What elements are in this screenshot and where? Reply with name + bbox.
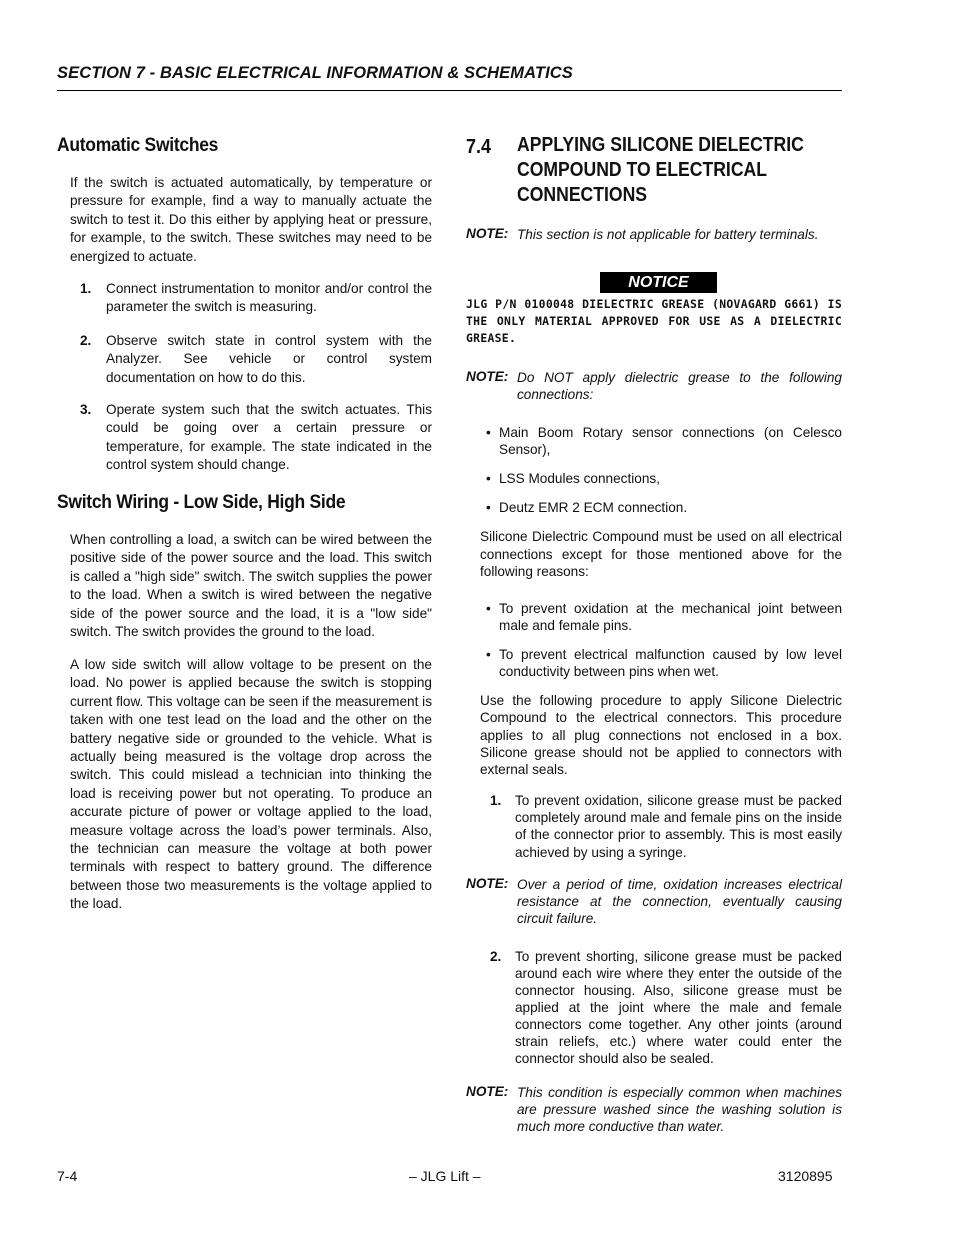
- bullet-icon: •: [486, 471, 491, 486]
- step-1-text: To prevent oxidation, silicone grease must be packed completely around male and female pins on the inside of the connector prior to assembly. This is most easily achieved by using a syringe.: [515, 793, 842, 860]
- notice-banner: NOTICE: [600, 272, 717, 293]
- reasons-intro: Silicone Dielectric Compound must be used on all electrical connections except for those mentioned above for the following reasons:: [480, 529, 842, 579]
- step-text: Connect instrumentation to monitor and/or control the parameter the switch is measuring.: [106, 281, 432, 315]
- section-number: 7.4: [466, 136, 492, 158]
- step-text: Observe switch state in control system with the Analyzer. See vehicle or control system documentation on how to do this.: [106, 333, 432, 385]
- bullet-icon: •: [486, 425, 491, 440]
- notice-text: JLG P/N 0100048 DIELECTRIC GREASE (NOVAGARD G661) IS THE ONLY MATERIAL APPROVED FOR USE AS A DIELECTRIC GREASE.: [466, 297, 842, 345]
- section-header-title: SECTION 7 - BASIC ELECTRICAL INFORMATION & SCHEMATICS: [57, 64, 573, 82]
- switch-wiring-paragraph-1: When controlling a load, a switch can be wired between the positive side of the power source and the load. This switch is called a "high side" switch. The switch supplies the power to the load. When a switch is wired between the negative side of the power source and the load, it is a "low side" switch. The switch provides the ground to the load.: [70, 532, 432, 640]
- switch-wiring-heading: Switch Wiring - Low Side, High Side: [57, 492, 346, 513]
- note-label: NOTE:: [466, 369, 509, 384]
- procedure-intro: Use the following procedure to apply Silicone Dielectric Compound to the electrical connectors. This procedure applies to all plug connections not enclosed in a box. Silicone grease should not be applied to connectors with external seals.: [480, 693, 842, 778]
- step-number: 1.: [80, 281, 92, 296]
- step-number: 2.: [490, 949, 502, 964]
- exclusion-item: Main Boom Rotary sensor connections (on Celesco Sensor),: [499, 425, 842, 457]
- note-oxidation: Over a period of time, oxidation increases electrical resistance at the connection, eventually causing circuit failure.: [517, 877, 842, 926]
- reason-item: To prevent oxidation at the mechanical joint between male and female pins.: [499, 601, 842, 633]
- footer-brand: – JLG Lift –: [409, 1168, 481, 1184]
- exclusion-item: Deutz EMR 2 ECM connection.: [499, 500, 688, 515]
- step-number: 1.: [490, 793, 502, 808]
- bullet-icon: •: [486, 500, 491, 515]
- switch-wiring-paragraph-2: A low side switch will allow voltage to be present on the load. No power is applied because the switch is stopping current flow. This voltage can be seen if the measurement is taken with one test lead on the load and the other on the battery negative side or grounded to the vehicle. What is actually being measured is the voltage drop across the switch. This could mislead a technician into thinking the load is receiving power but not operating. To produce an accurate picture of power or voltage applied to the load, measure voltage across the load’s power terminals. Also, the technician can measure the voltage at both power terminals with respect to battery ground. The difference between those two measurements is the voltage applied to the load.: [70, 657, 432, 912]
- reason-item: To prevent electrical malfunction caused by low level conductivity between pins when wet.: [499, 647, 842, 679]
- bullet-icon: •: [486, 647, 491, 662]
- document-number: 3120895: [778, 1168, 833, 1184]
- automatic-switches-paragraph: If the switch is actuated automatically, by temperature or pressure for example, find a way to manually actuate the switch to test it. Do this either by applying heat or pressure, for example, to the switch. These switches may need to be energized to actuate.: [70, 175, 432, 264]
- page-header: [57, 64, 842, 91]
- note-label: NOTE:: [466, 876, 509, 891]
- bullet-icon: •: [486, 601, 491, 616]
- step-number: 2.: [80, 333, 92, 348]
- note-no-grease: Do NOT apply dielectric grease to the following connections:: [517, 370, 842, 402]
- page-number: 7-4: [57, 1168, 78, 1184]
- step-2-text: To prevent shorting, silicone grease must be packed around each wire where they enter the outside of the connector housing. Also, silicone grease must be applied at the joint where the male and female connectors come together. Any other joints (around strain reliefs, etc.) where water could enter the connector should also be sealed.: [515, 949, 842, 1066]
- note-label: NOTE:: [466, 1084, 509, 1099]
- note-label: NOTE:: [466, 226, 509, 241]
- section-title: APPLYING SILICONE DIELECTRIC COMPOUND TO ELECTRICAL CONNECTIONS: [517, 134, 804, 206]
- note-pressure-wash: This condition is especially common when machines are pressure washed since the washing solution is much more conductive than water.: [517, 1085, 842, 1134]
- step-number: 3.: [80, 402, 92, 417]
- step-text: Operate system such that the switch actuates. This could be going over a certain pressure or temperature, for example. The state indicated in the control system should change.: [106, 402, 432, 473]
- note-battery-terminals: This section is not applicable for battery terminals.: [517, 227, 819, 242]
- automatic-switches-heading: Automatic Switches: [57, 135, 219, 156]
- exclusion-item: LSS Modules connections,: [499, 471, 660, 486]
